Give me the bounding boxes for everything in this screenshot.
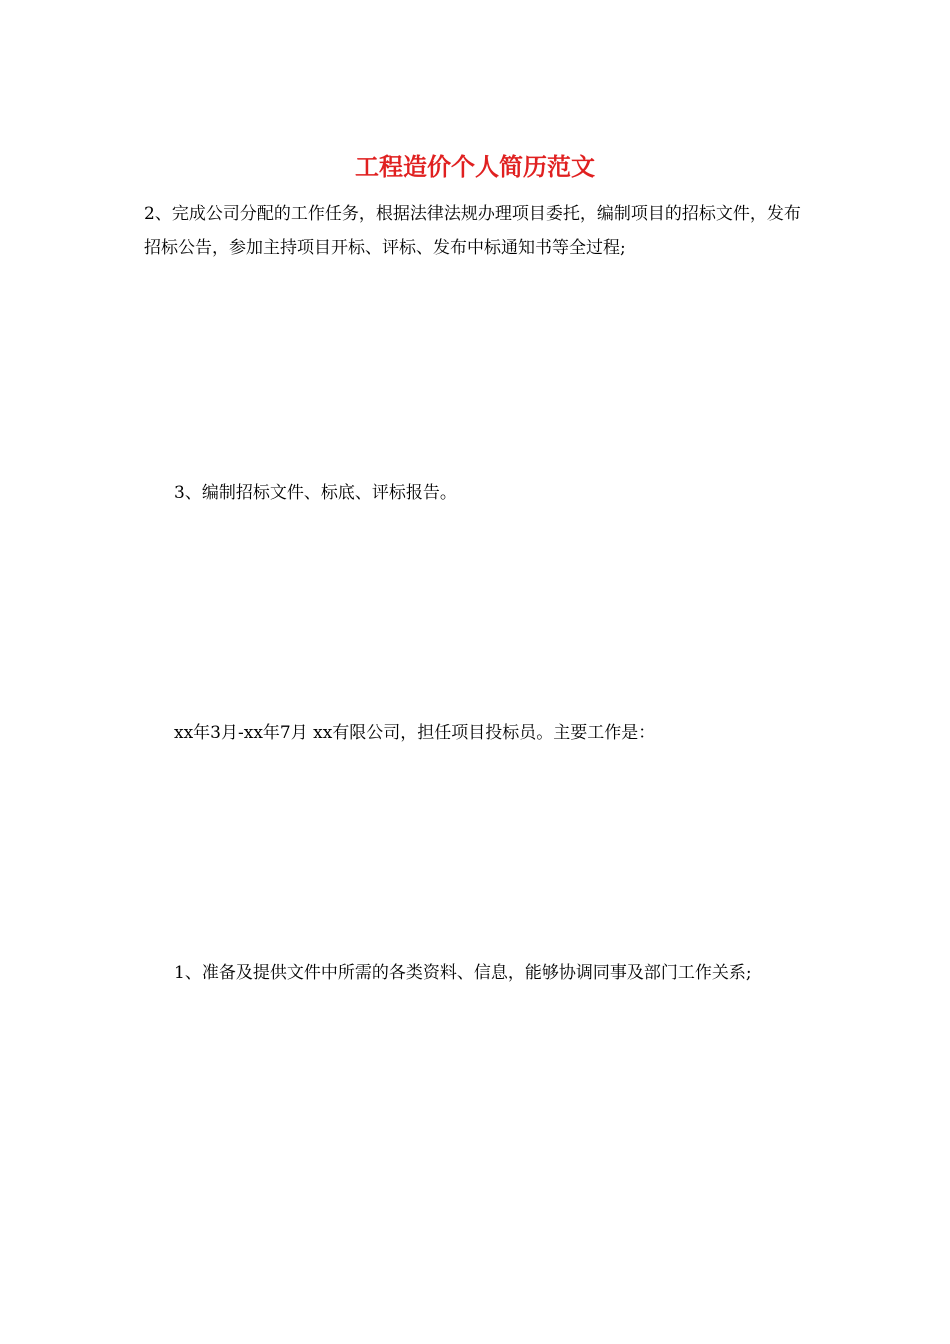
paragraph-task-3: 3、编制招标文件、标底、评标报告。 <box>174 483 457 503</box>
document-title: 工程造价个人简历范文 <box>355 152 595 181</box>
paragraph-task-2: 2、完成公司分配的工作任务，根据法律法规办理项目委托，编制项目的招标文件，发布招标公告，参加主持项目开标、评标、发布中标通知书等全过程; <box>144 204 801 258</box>
paragraph-task-1: 1、准备及提供文件中所需的各类资料、信息，能够协调同事及部门工作关系; <box>174 963 752 983</box>
paragraph-job-period: xx年3月-xx年7月 xx有限公司，担任项目投标员。主要工作是： <box>174 723 656 743</box>
